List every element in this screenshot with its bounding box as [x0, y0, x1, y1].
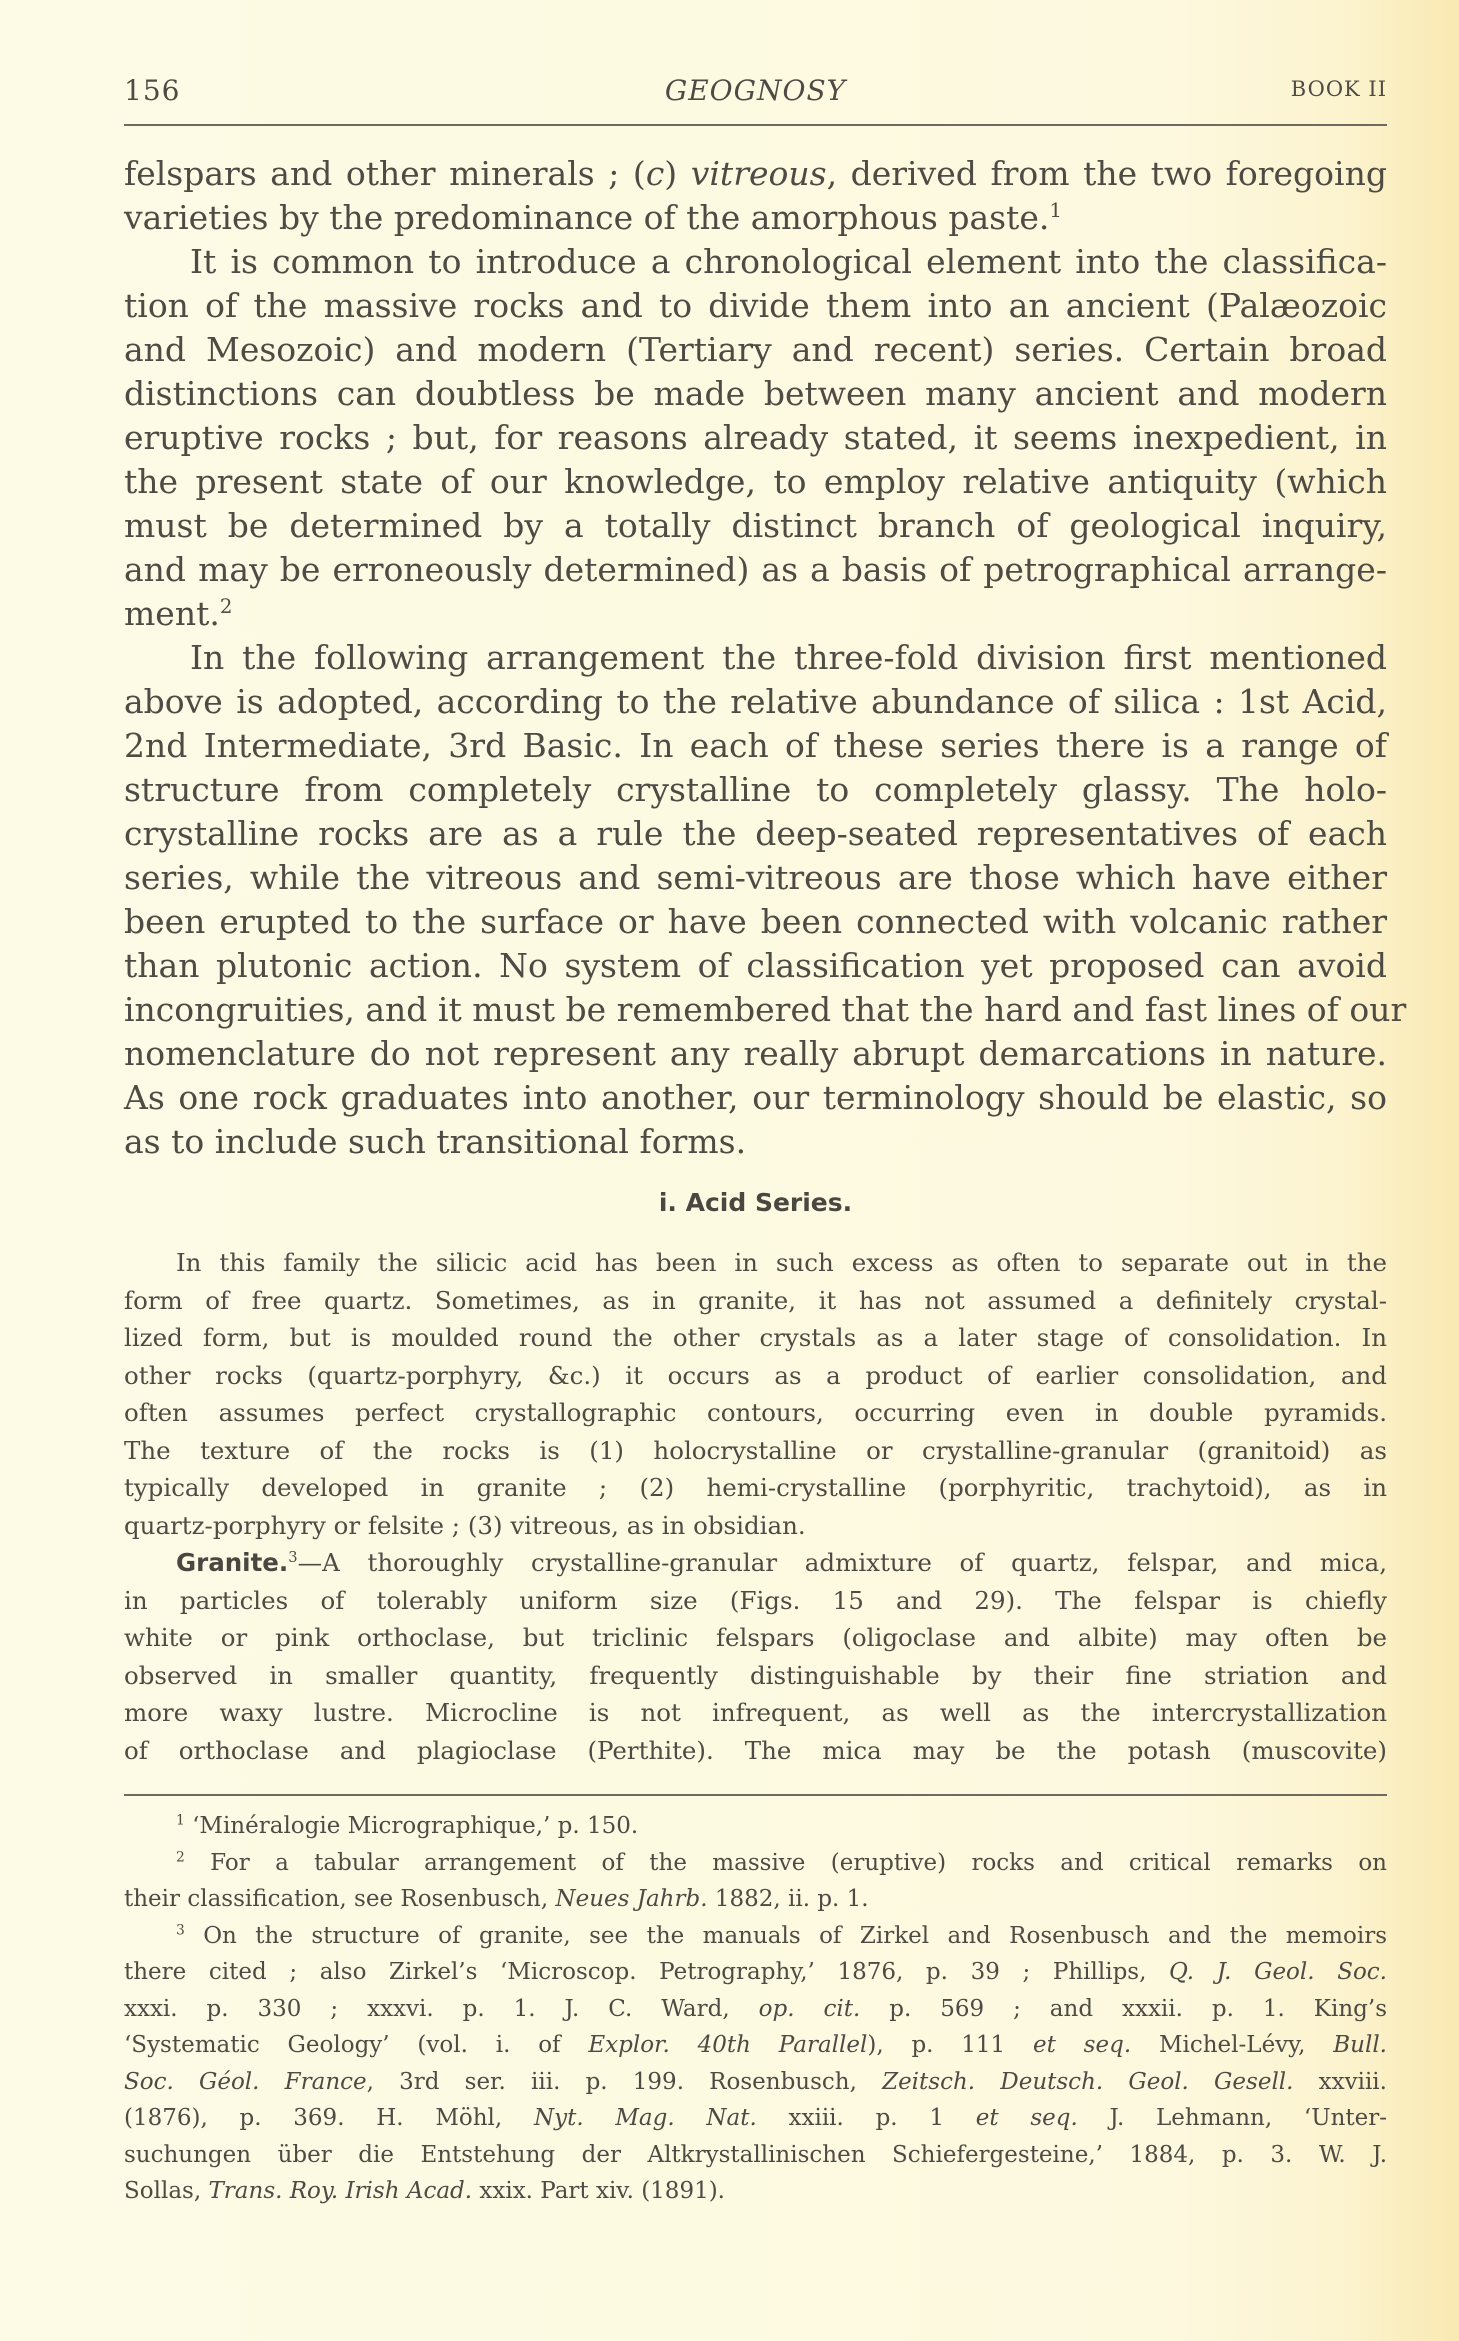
text-line: crystalline rocks are as a rule the deep-seated representatives of each [124, 814, 1387, 853]
footnote-3-cont: there cited ; also Zirkel’s ‘Microscop. Petrography,’ 1876, p. 39 ; Phillips, Q. J. Geol. Soc. [124, 1959, 1387, 1985]
footnote-3-cont: xxxi. p. 330 ; xxxvi. p. 1. J. C. Ward, op. cit. p. 569 ; and xxxii. p. 1. King’s [124, 1995, 1387, 2022]
text-line: structure from completely crystalline to completely glassy. The holo- [124, 770, 1387, 809]
text-line: In this family the silicic acid has been in such excess as often to separate out in the [176, 1248, 1387, 1277]
text-line: lized form, but is moulded round the other crystals as a later stage of consolidation. In [124, 1323, 1387, 1352]
text-line: eruptive rocks ; but, for reasons already stated, it seems inexpedient, in [124, 418, 1387, 457]
small-type-text [124, 1244, 1387, 1769]
text-line: typically developed in granite ; (2) hemi-crystalline (porphyritic, trachytoid), as in [124, 1473, 1387, 1502]
text-line: often assumes perfect crystallographic contours, occurring even in double pyramids. [124, 1398, 1387, 1427]
footnote-3-cont: (1876), p. 369. H. Möhl, Nyt. Mag. Nat. xxiii. p. 1 et seq. J. Lehmann, ‘Unter- [124, 2105, 1388, 2131]
running-title: GEOGNOSY [664, 74, 847, 107]
text-line: As one rock graduates into another, our terminology should be elastic, so [124, 1078, 1387, 1117]
text-line: as to include such transitional forms. [124, 1122, 747, 1161]
footnotes [124, 1808, 1387, 2210]
text-line: 2nd Intermediate, 3rd Basic. In each of these series there is a range of [124, 726, 1387, 765]
footnote-3-cont: suchungen über die Entstehung der Altkrystallinischen Schiefergesteine,’ 1884, p. 3. W. J. [124, 2141, 1387, 2168]
text-line: quartz-porphyry or felsite ; (3) vitreous, as in obsidian. [124, 1510, 806, 1540]
footnote-3-cont: Sollas, Trans. Roy. Irish Acad. xxix. Part xiv. (1891). [124, 2178, 725, 2204]
text-line: It is common to introduce a chronological element into the classifica- [190, 242, 1387, 281]
main-text [124, 152, 1407, 1164]
text-line: observed in smaller quantity, frequently distinguishable by their fine striation and [124, 1660, 1387, 1690]
granite-heading: Granite. [176, 1548, 289, 1577]
text-line: tion of the massive rocks and to divide them into an ancient (Palæozoic [124, 286, 1387, 325]
granite-entry-line: Granite.$^3$—A thoroughly crystalline-granular admixture of quartz, felspar, and mica, [176, 1548, 1387, 1577]
text-line: the present state of our knowledge, to employ relative antiquity (which [124, 462, 1387, 501]
text-line: above is adopted, according to the relative abundance of silica : 1st Acid, [124, 682, 1387, 721]
text-line: than plutonic action. No system of classification yet proposed can avoid [124, 946, 1387, 985]
header-rule [124, 124, 1387, 126]
text-line: been erupted to the surface or have been connected with volcanic rather [124, 902, 1387, 941]
text-line: incongruities, and it must be remembered that the hard and fast lines of our [124, 990, 1407, 1029]
text-line: The texture of the rocks is (1) holocrystalline or crystalline-granular (granitoid) as [124, 1435, 1387, 1465]
text-line: white or pink orthoclase, but triclinic felspars (oligoclase and albite) may often be [124, 1623, 1387, 1652]
text-line: distinctions can doubtless be made between many ancient and modern [124, 374, 1387, 413]
footnote-2-cont: their classification, see Rosenbusch, Neues Jahrb. 1882, ii. p. 1. [124, 1886, 869, 1912]
footnote-1: $^1$ ‘Minéralogie Micrographique,’ p. 150. [176, 1812, 639, 1839]
text-line: ment.$^2$ [124, 594, 233, 633]
text-line: of orthoclase and plagioclase (Perthite). The mica may be the potash (muscovite) [124, 1735, 1387, 1765]
text-line: in particles of tolerably uniform size (Figs. 15 and 29). The felspar is chiefly [124, 1585, 1387, 1615]
text-line: and may be erroneously determined) as a basis of petrographical arrange- [124, 550, 1387, 589]
section-heading: i. Acid Series. [658, 1188, 853, 1217]
footnote-2: $^2$ For a tabular arrangement of the massive (eruptive) rocks and critical remarks on [176, 1848, 1387, 1876]
book-label: BOOK II [1290, 77, 1387, 101]
text-line: and Mesozoic) and modern (Tertiary and recent) series. Certain broad [124, 330, 1387, 369]
page-number: 156 [124, 74, 181, 107]
footnote-3-cont: Soc. Géol. France, 3rd ser. iii. p. 199. Rosenbusch, Zeitsch. Deutsch. Geol. Gesell. xxviii. [124, 2068, 1387, 2095]
text-line: series, while the vitreous and semi-vitreous are those which have either [124, 858, 1387, 897]
footnote-ref[interactable]: 2 [219, 595, 233, 618]
footnote-rule [124, 1794, 1387, 1796]
footnote-3-cont: ‘Systematic Geology’ (vol. i. of Explor. 40th Parallel), p. 111 et seq. Michel-Lévy, Bull. [124, 2032, 1387, 2058]
text-line: form of free quartz. Sometimes, as in granite, it has not assumed a definitely crystal- [124, 1285, 1387, 1315]
footnote-ref[interactable]: 1 [1049, 199, 1062, 222]
text-line: must be determined by a totally distinct branch of geological inquiry, [124, 506, 1387, 545]
footnote-ref[interactable]: 3 [288, 1548, 298, 1566]
running-header [124, 74, 1387, 114]
footnote-3: $^3$ On the structure of granite, see the manuals of Zirkel and Rosenbusch and the memoirs [176, 1921, 1387, 1949]
text-line: varieties by the predominance of the amorphous paste.$^1$ [124, 198, 1062, 237]
text-line: more waxy lustre. Microcline is not infrequent, as well as the intercrystallization [124, 1698, 1387, 1727]
text-line: felspars and other minerals ; (c) vitreous, derived from the two foregoing [124, 154, 1387, 193]
text-line: In the following arrangement the three-fold division first mentioned [190, 638, 1387, 677]
text-line: nomenclature do not represent any really abrupt demarcations in nature. [124, 1034, 1387, 1073]
text-line: other rocks (quartz-porphyry, &c.) it occurs as a product of earlier consolidation, and [124, 1360, 1387, 1390]
